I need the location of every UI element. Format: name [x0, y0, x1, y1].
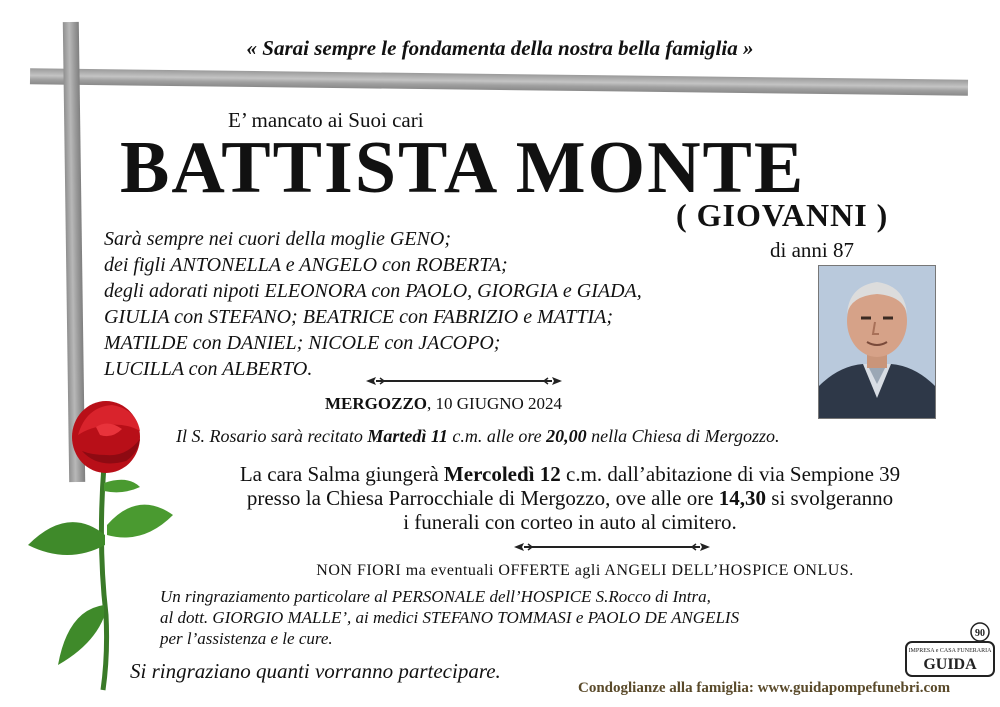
rosary-time: 20,00 [546, 426, 587, 446]
family-line: GIULIA con STEFANO; BEATRICE con FABRIZIO e MATTIA; [104, 306, 614, 328]
thanks-notice [160, 586, 739, 649]
rosary-text: nella Chiesa di Mergozzo. [586, 426, 780, 446]
funeral-time: 14,30 [718, 486, 767, 510]
epigraph-quote: « Sarai sempre le fondamenta della nostra bella famiglia » [246, 36, 754, 60]
family-line: dei figli ANTONELLA e ANGELO con ROBERTA; [104, 254, 508, 276]
logo-name: GUIDA [923, 656, 977, 673]
deceased-name: BATTISTA MONTE [120, 127, 806, 209]
funeral-line [160, 486, 980, 510]
logo-badge: 90 [975, 628, 985, 639]
ornament-divider-icon [366, 376, 562, 386]
funeral-day: Mercoledì 12 [443, 462, 561, 486]
family-list [104, 226, 642, 382]
date-text: , 10 GIUGNO 2024 [427, 394, 563, 413]
funeral-notice [160, 462, 980, 534]
funeral-line: i funerali con corteo in auto al cimitero. [403, 510, 737, 534]
place-date [325, 394, 562, 414]
thanks-line: per l’assistenza e le cure. [160, 629, 333, 648]
deceased-nickname: ( GIOVANNI ) [676, 197, 889, 233]
cross-decoration-horizontal [30, 68, 968, 95]
deceased-age: di anni 87 [770, 238, 854, 262]
portrait-photo [818, 265, 936, 419]
funeral-text: si svolgeranno [766, 486, 894, 510]
rosary-notice [176, 426, 780, 447]
condolences-link[interactable]: Condoglianze alla famiglia: www.guidapompefunebri.com [578, 680, 951, 696]
logo-subtitle: IMPRESA e CASA FUNERARIA [908, 648, 992, 654]
rosary-text: c.m. alle ore [447, 426, 547, 446]
thanks-line: Un ringraziamento particolare al PERSONALE dell’HOSPICE S.Rocco di Intra, [160, 587, 711, 606]
no-flowers-notice: NON FIORI ma eventuali OFFERTE agli ANGELI DELL’HOSPICE ONLUS. [316, 562, 854, 579]
family-line: LUCILLA con ALBERTO. [104, 358, 313, 380]
place-name: MERGOZZO [325, 394, 428, 413]
funeral-text: La cara Salma giungerà [239, 462, 444, 486]
funeral-line [160, 462, 980, 486]
family-line: MATILDE con DANIEL; NICOLE con JACOPO; [104, 332, 501, 354]
rosary-text: Il S. Rosario sarà recitato [176, 426, 368, 446]
red-rose-icon [8, 395, 183, 695]
thanks-line: al dott. GIORGIO MALLE’, ai medici STEFANO TOMMASI e PAOLO DE ANGELIS [160, 608, 740, 627]
funeral-text: presso la Chiesa Parrocchiale di Mergozzo, ove alle ore [246, 486, 719, 510]
family-line: Sarà sempre nei cuori della moglie GENO; [104, 228, 451, 250]
funeral-home-logo [904, 622, 996, 680]
intro-text: E’ mancato ai Suoi cari [228, 108, 424, 132]
rosary-day: Martedì 11 [367, 426, 448, 446]
ornament-divider-icon [514, 542, 710, 552]
family-line: degli adorati nipoti ELEONORA con PAOLO, GIORGIA e GIADA, [104, 280, 642, 302]
closing-thanks: Si ringraziano quanti vorranno partecipare. [130, 659, 501, 683]
funeral-text: c.m. dall’abitazione di via Sempione 39 [560, 462, 901, 486]
